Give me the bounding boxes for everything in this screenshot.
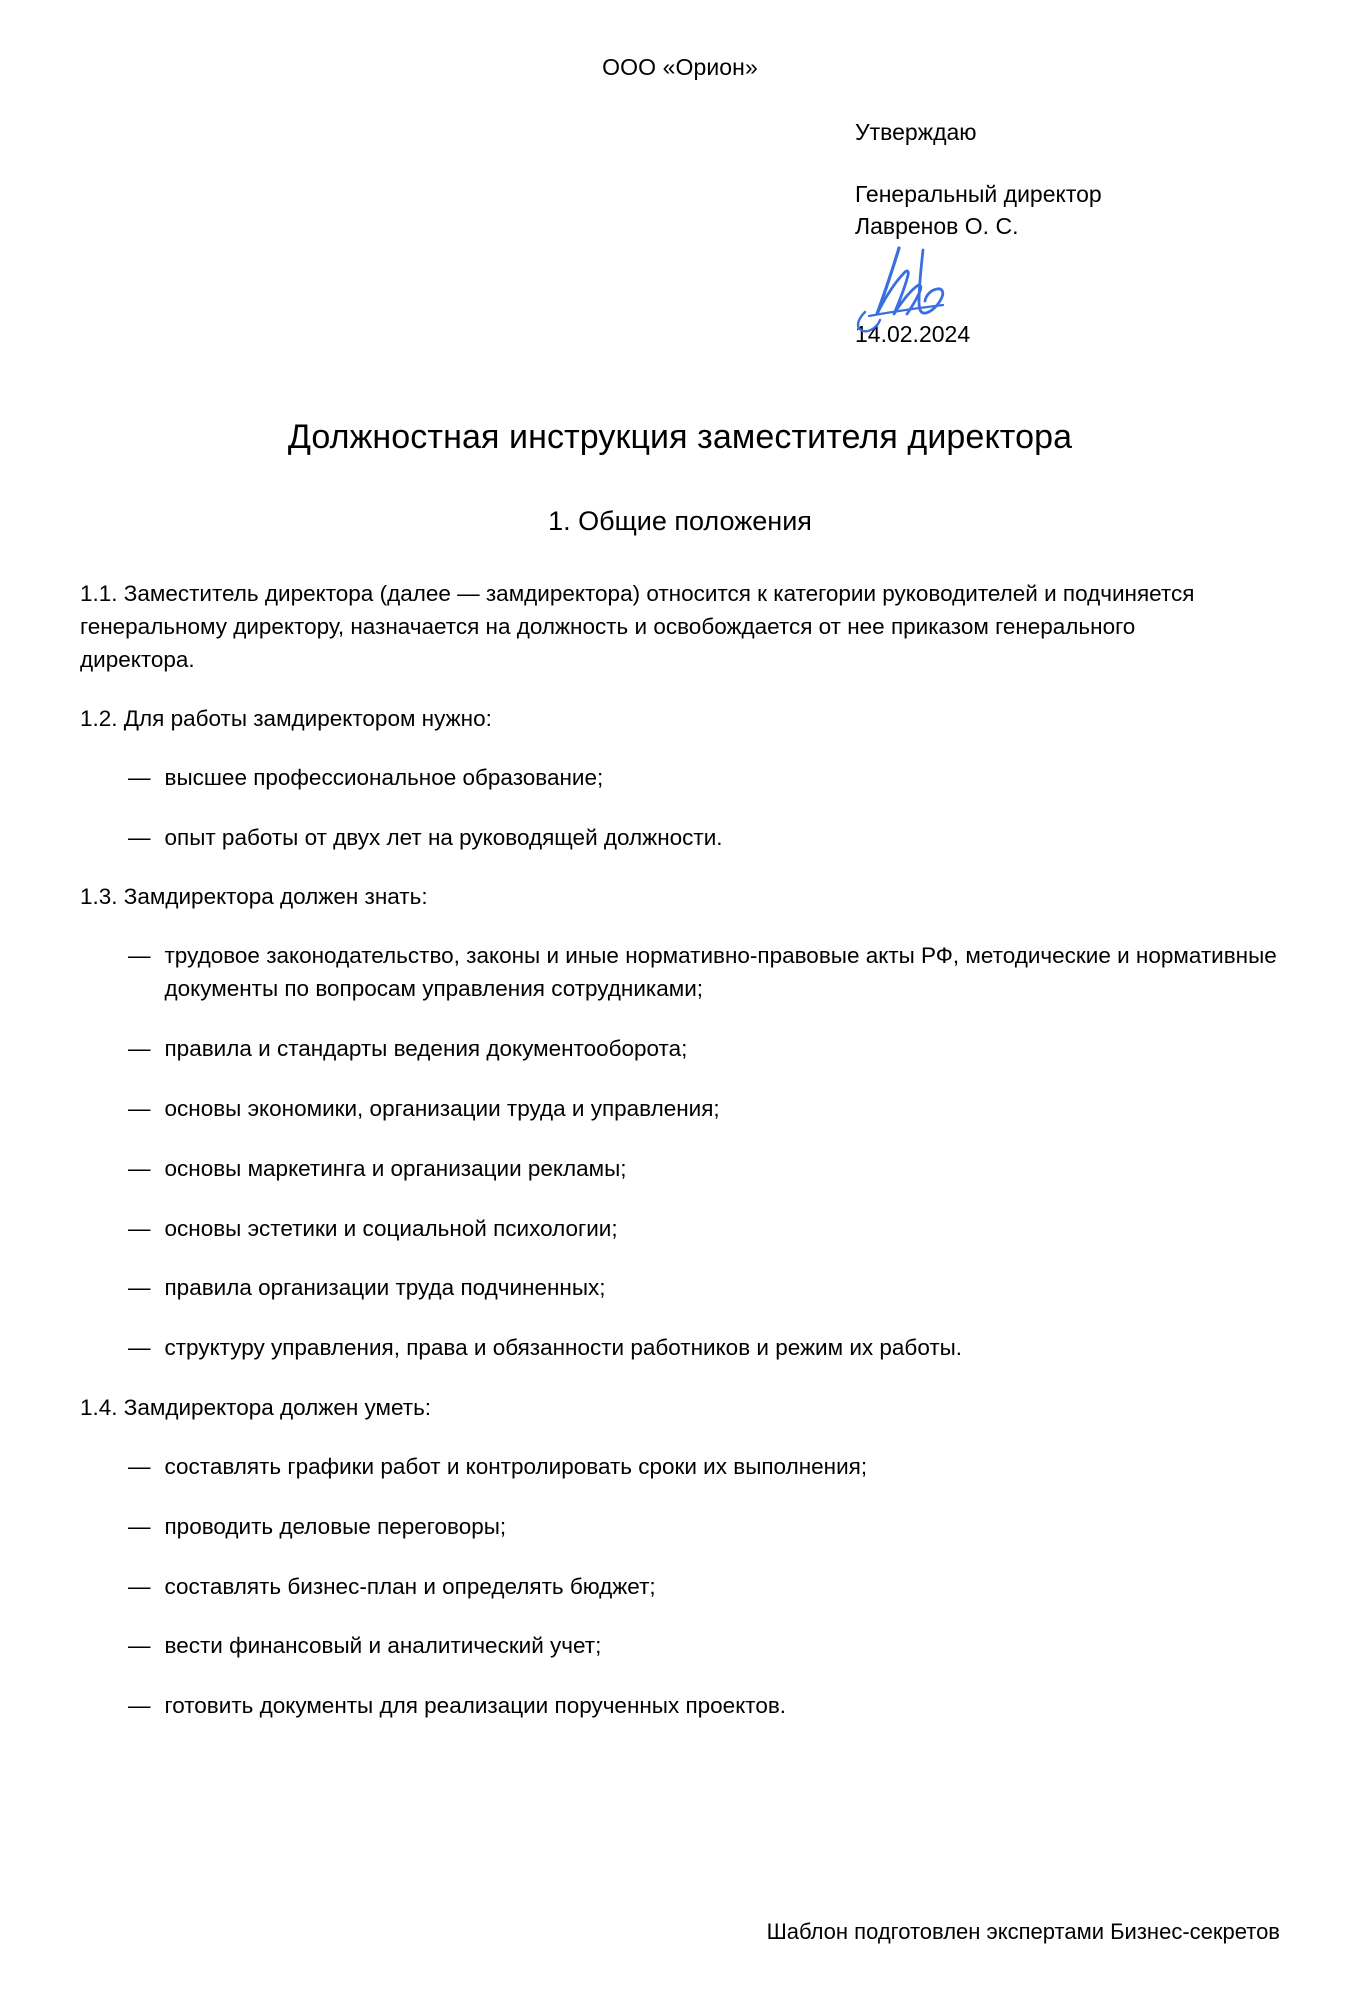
bullet-dash: —	[128, 1275, 151, 1301]
list-item	[80, 1571, 1280, 1604]
signature-area	[855, 246, 1280, 320]
list-item-text: правила организации труда подчиненных;	[164, 1275, 606, 1301]
list-item-text: опыт работы от двух лет на руководящей должности.	[164, 824, 723, 850]
approval-date: 14.02.2024	[855, 321, 971, 348]
list-item	[80, 822, 1280, 855]
list-item	[80, 940, 1280, 1006]
section-title: 1. Общие положения	[548, 505, 812, 536]
bullet-dash: —	[128, 1215, 151, 1241]
list-item-text: высшее профессиональное образование;	[164, 764, 604, 790]
list-item-text: составлять графики работ и контролировать сроки их выполнения;	[164, 1453, 868, 1479]
paragraph: 1.4. Замдиректора должен уметь:	[80, 1395, 432, 1421]
approver-role: Генеральный директор	[855, 180, 1102, 207]
list-item-text: основы эстетики и социальной психологии;	[164, 1215, 618, 1241]
approval-word: Утверждаю	[855, 119, 977, 146]
document-title: Должностная инструкция заместителя директора	[287, 418, 1073, 457]
bullet-dash: —	[128, 1573, 151, 1599]
list-item	[80, 1511, 1280, 1544]
list-item	[80, 1153, 1280, 1186]
list-item-text: структуру управления, права и обязанности работников и режим их работы.	[164, 1335, 963, 1361]
bullet-dash: —	[128, 824, 151, 850]
list-item	[80, 1690, 1280, 1723]
list-item-text: готовить документы для реализации порученных проектов.	[164, 1693, 787, 1719]
list-item-text: составлять бизнес-план и определять бюджет;	[164, 1573, 656, 1599]
bullet-dash: —	[128, 1693, 151, 1719]
bullet-dash: —	[128, 1335, 151, 1361]
list-item	[80, 762, 1280, 795]
list-item	[80, 1272, 1280, 1305]
list-item-text: основы экономики, организации труда и управления;	[164, 1095, 720, 1121]
footer-note: Шаблон подготовлен экспертами Бизнес-секретов	[766, 1919, 1280, 1945]
list-item	[80, 1630, 1280, 1663]
list-item	[80, 1451, 1280, 1484]
approval-block	[80, 117, 1280, 350]
bullet-dash: —	[128, 1155, 151, 1181]
list-item	[80, 1332, 1280, 1365]
bullet-dash: —	[128, 1633, 151, 1659]
list-item	[80, 1093, 1280, 1126]
approval-spacer	[855, 149, 1280, 179]
document-body	[80, 578, 1280, 1723]
bullet-dash: —	[128, 1453, 151, 1479]
paragraph: 1.1. Заместитель директора (далее — замдиректора) относится к категории руководителей и подчиняется генеральному директору, назначается на должность и освобождается от нее приказом генерального директора.	[80, 581, 1195, 673]
bullet-dash: —	[128, 1035, 151, 1061]
bullet-dash: —	[128, 764, 151, 790]
paragraph: 1.3. Замдиректора должен знать:	[80, 884, 428, 910]
approver-name: Лавренов О. С.	[855, 212, 1019, 239]
list-item-text: правила и стандарты ведения документооборота;	[164, 1035, 688, 1061]
bullet-dash: —	[128, 1095, 151, 1121]
organization-name: ООО «Орион»	[602, 54, 758, 80]
list-item-text: трудовое законодательство, законы и иные нормативно-правовые акты РФ, методические и нормативные документы по вопросам управления сотрудниками;	[164, 943, 1277, 1002]
list-item	[80, 1213, 1280, 1246]
list-item-text: вести финансовый и аналитический учет;	[164, 1633, 602, 1659]
list-item-text: основы маркетинга и организации рекламы;	[164, 1155, 627, 1181]
bullet-dash: —	[128, 943, 151, 969]
bullet-dash: —	[128, 1513, 151, 1539]
list-item-text: проводить деловые переговоры;	[164, 1513, 507, 1539]
list-item	[80, 1033, 1280, 1066]
handwritten-signature-icon	[847, 242, 1077, 334]
paragraph: 1.2. Для работы замдиректором нужно:	[80, 705, 492, 731]
